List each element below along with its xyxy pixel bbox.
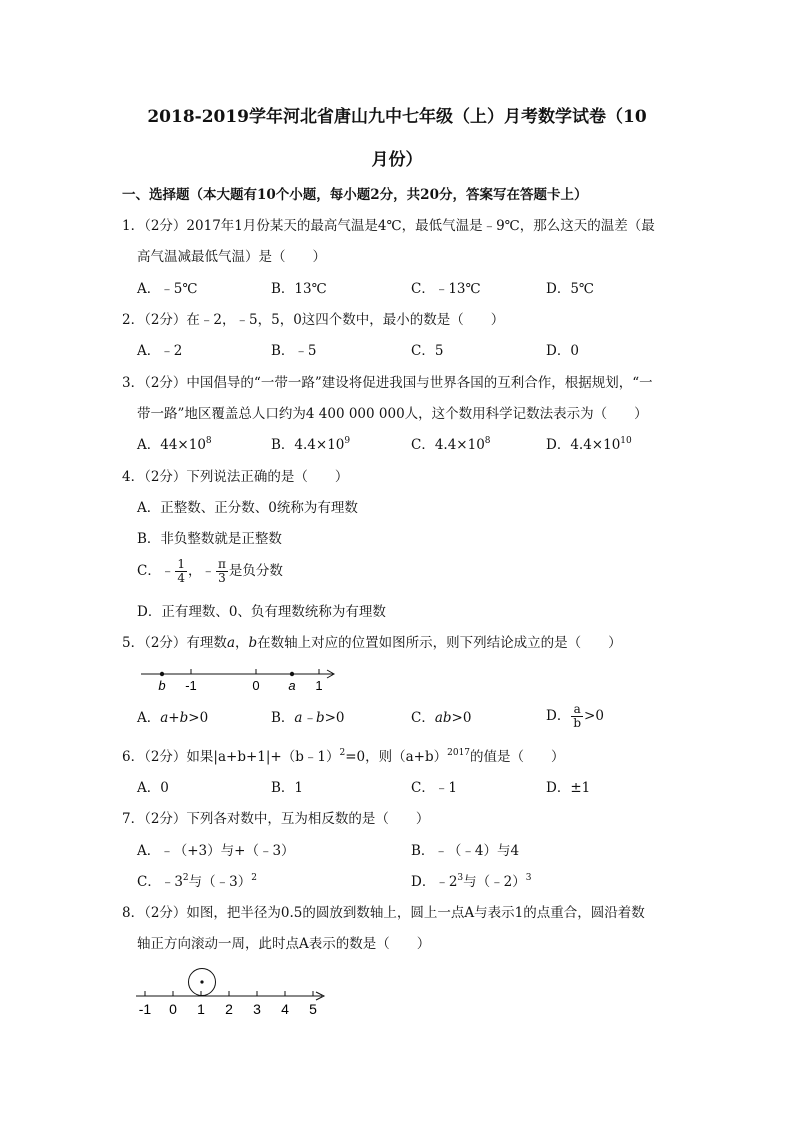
q3-option-b: B．$4.4\times 10^9$	[271, 436, 351, 453]
q5-option-a: A．a+b>0	[137, 710, 209, 726]
q7-option-c: C．$﹣3^2$与（﹣3）$^2$	[137, 873, 257, 890]
q7-option-b: B．﹣（﹣4）与4	[411, 843, 520, 859]
q6-option-a: A．0	[137, 780, 169, 796]
q4-option-c: C．﹣ $\frac{1}{4}$ ，﹣ $\frac{\pi}{3}$ 是负分数	[137, 557, 283, 585]
q3-stem-line-1: 3．（2分）中国倡导的“一带一路”建设将促进我国与世界各国的互利合作，根据规划，“一	[122, 375, 653, 391]
q3-option-a: A．$44\times 10^8$	[137, 436, 212, 453]
q5-option-b: B．a﹣b>0	[271, 710, 345, 726]
q8-stem-line-1: 8．（2分）如图，把半径为0.5的圆放到数轴上，圆上一点A与表示1的点重合，圆沿着数	[122, 905, 645, 921]
q8-tick-label: 2	[225, 1001, 233, 1017]
q8-tick-label: 1	[197, 1001, 205, 1017]
q3-stem-line-2: 带一路”地区覆盖总人口约为4 400 000 000人，这个数用科学记数法表示为（ ）	[137, 406, 648, 422]
q2-option-d: D．0	[546, 343, 579, 359]
q1-option-b: B．13℃	[271, 281, 327, 297]
q6-option-d: D．±1	[546, 780, 591, 796]
q5-option-d: D． $\frac{a}{b}$ >0	[546, 702, 604, 730]
q6-stem: 6．（2分）如果|a+b+1|+（b﹣1）$^2$=0，则$(a+b)^{2017}$的值是（ ）	[122, 748, 565, 765]
q8-circle-center	[200, 980, 203, 983]
q7-stem: 7．（2分）下列各对数中，互为相反数的是（ ）	[122, 811, 430, 827]
q8-tick-label: 0	[169, 1001, 177, 1017]
section-header: 一、选择题（本大题有10个小题，每小题2分，共20分，答案写在答题卡上）	[122, 187, 588, 203]
q2-option-c: C．5	[411, 343, 444, 359]
q5-number-line	[135, 662, 345, 696]
q7-option-d: D．$﹣2^3$与（﹣2）$^3$	[411, 873, 532, 890]
q3-option-c: C．$4.4\times 10^8$	[411, 436, 491, 453]
q5-label-b: b	[158, 678, 166, 693]
q5-stem: 5．（2分）有理数a，b在数轴上对应的位置如图所示，则下列结论成立的是（ ）	[122, 635, 622, 651]
q5-point-b	[160, 672, 164, 676]
q8-tick-label: 5	[309, 1001, 317, 1017]
q5-label-one: 1	[315, 678, 323, 693]
q1-option-d: D．5℃	[546, 281, 595, 297]
q7-option-a: A．﹣（+3）与+（﹣3）	[137, 843, 295, 859]
q5-label-minus-one: -1	[185, 678, 197, 693]
q4-stem: 4．（2分）下列说法正确的是（ ）	[122, 469, 349, 485]
q1-stem-line-1: 1．（2分）2017年1月份某天的最高气温是4℃，最低气温是﹣9℃，那么这天的温差（最	[122, 218, 655, 234]
q5-label-a: a	[288, 678, 296, 693]
q8-tick-label: -1	[138, 1001, 152, 1017]
q1-option-a: A．﹣5℃	[137, 281, 198, 297]
q8-tick-label: 4	[281, 1001, 289, 1017]
q8-stem-line-2: 轴正方向滚动一周，此时点A表示的数是（ ）	[137, 936, 431, 952]
q4-option-b: B．非负整数就是正整数	[137, 531, 282, 547]
q5-label-zero: 0	[252, 678, 260, 693]
q8-tick-label: 3	[253, 1001, 261, 1017]
fraction-pi-over-three: $\frac{\pi}{3}$	[217, 557, 226, 585]
q3-option-d: D．$4.4\times 10^{10}$	[546, 436, 632, 453]
doc-title-line-1: 2018-2019学年河北省唐山九中七年级（上）月考数学试卷（10	[147, 107, 647, 127]
fraction-one-quarter: $\frac{1}{4}$	[177, 557, 185, 585]
q6-option-b: B．1	[271, 780, 304, 796]
q2-option-a: A．﹣2	[137, 343, 183, 359]
q5-point-a	[290, 672, 294, 676]
q1-stem-line-2: 高气温减最低气温）是（ ）	[137, 249, 326, 265]
q8-number-line-with-circle	[130, 962, 335, 1018]
q2-stem: 2．（2分）在﹣2，﹣5，5，0这四个数中，最小的数是（ ）	[122, 312, 505, 328]
q6-option-c: C．﹣1	[411, 780, 457, 796]
fraction-a-over-b: $\frac{a}{b}$	[573, 702, 582, 730]
q5-option-c: C．ab>0	[411, 710, 472, 726]
q4-option-a: A．正整数、正分数、0统称为有理数	[137, 500, 358, 516]
q4-option-d: D．正有理数、0、负有理数统称为有理数	[137, 604, 386, 620]
q2-option-b: B．﹣5	[271, 343, 317, 359]
q1-option-c: C．﹣13℃	[411, 281, 481, 297]
doc-title-line-2: 月份）	[371, 150, 423, 170]
